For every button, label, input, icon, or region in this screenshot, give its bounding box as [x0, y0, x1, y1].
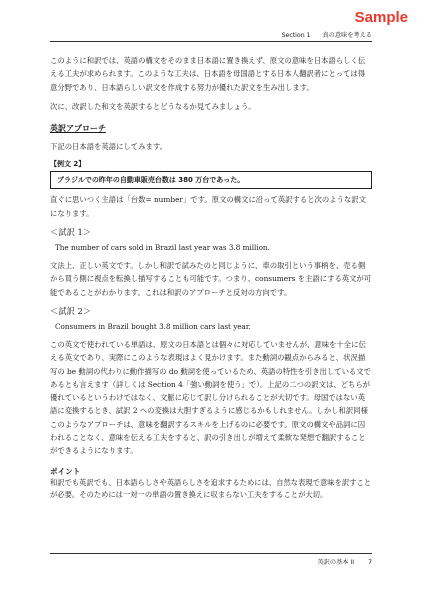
section-lead: 下記の日本語を英語にしてみます。 [50, 142, 167, 152]
point-heading: ポイント [50, 466, 81, 476]
after-example-paragraph: 直ぐに思いつく主語は「台数= number」です。原文の構文に沿って英訳すると次のような訳文になります。 [50, 195, 366, 218]
trial1-label: ＜試訳 1＞ [50, 227, 92, 238]
running-header [50, 30, 372, 42]
example-sentence: ブラジルでの昨年の自動車販売台数は 380 万台であった。 [57, 176, 245, 185]
header-section-label: Section 1 [281, 32, 311, 39]
page-footer [50, 553, 372, 566]
page-body [50, 54, 372, 502]
trial1-english: The number of cars sold in Brazil last year was 3.8 million. [55, 243, 270, 253]
trial2-label: ＜試訳 2＞ [50, 305, 92, 316]
footer-book-title: 英訳の基本 II [317, 559, 355, 566]
trial1-comment: 文法上、正しい英文です。しかし和訳で試みたのと同じように、車の取引という事柄を、売る側から買う側に視点を転換し描写することも可能です。つまり、consumers を主語にする英文が可能であることがわかります。これは和訳のアプローチと反対の方向です。 [50, 261, 372, 297]
sample-watermark: Sample [354, 9, 408, 26]
example-sentence-box [50, 171, 372, 189]
point-text: 和訳でも英訳でも、日本語らしさや英語らしさを追求するためには、自然な表現で意味を訳すことが必要。そのためには一対一の単語の置き換えに収まらない工夫をすることが大切。 [50, 477, 372, 500]
example-label: 【例文 2】 [50, 160, 86, 169]
page-number: 7 [368, 559, 372, 566]
trial2-comment: この英文で使われている単語は、原文の日本語とは個々に対応していませんが、意味を十全に伝える英文であり、実際にこのような表現はよく見かけます。また動詞の観点からみると、状況描写の be 動詞の代わりに動作描写の do 動詞を使っているため、英語の特性を引き出している文であるとも言えます（詳しくは Section 4「強い動詞を使う」で）。上記の二つの訳文は、どちらが優れているというわけではなく、文脈に応じて訳し分けられることが大切です。母国ではない英語に変換するとき、試訳 2 への変換は大胆すぎるように感じるかもしれません。しかし和訳同様このようなアプローチは、意味を翻訳するスキルを上げるのに必要です。原文の構文や品詞に囚われることなく、意味を伝える工夫をすると、訳の引き出しが増えて柔軟な発想で翻訳することができるようになります。 [50, 339, 371, 456]
section-heading: 英訳アプローチ [50, 124, 106, 134]
header-chapter-title: 真の意味を考える [322, 32, 372, 39]
intro-paragraph: このように和訳では、英語の構文をそのまま日本語に置き換えず、原文の意味を日本語らしく伝える工夫が求められます。このような工夫は、日本語を母国語とする日本人翻訳者にとっては得意分野であり、日本語らしい訳文を作成する努力が優れた訳文を生み出します。 [50, 56, 366, 92]
trial2-english: Consumers in Brazil bought 3.8 million cars last year. [55, 321, 251, 331]
transition-paragraph: 次に、改訳した和文を英訳するとどうなるか見てみましょう。 [50, 101, 256, 111]
